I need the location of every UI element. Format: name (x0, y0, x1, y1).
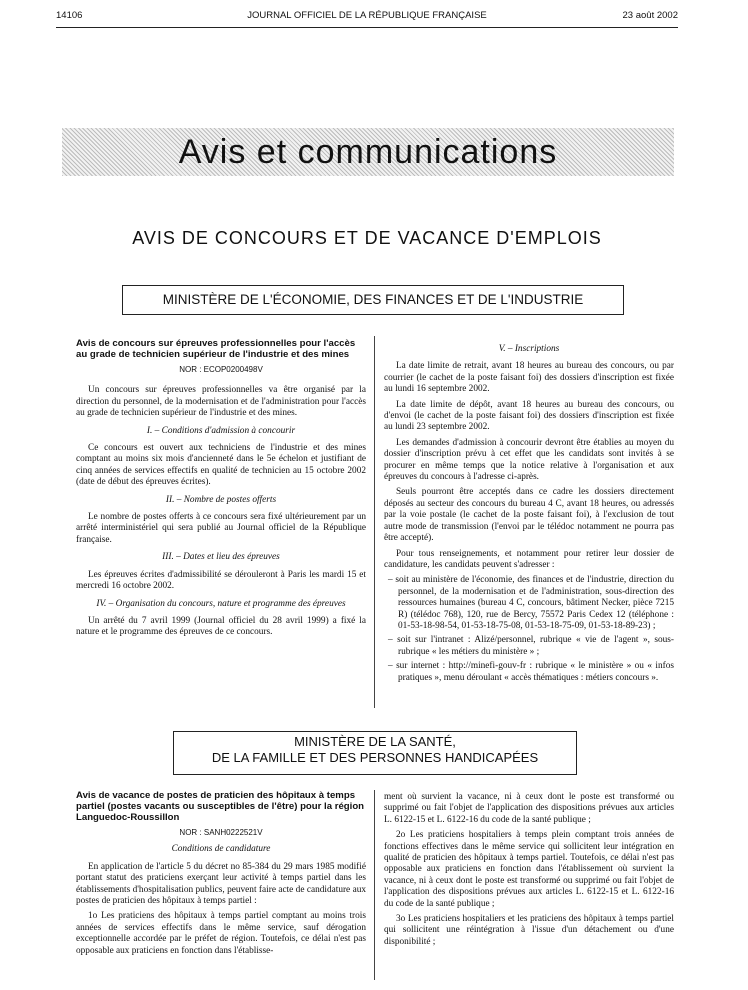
notice1-s4-title: IV. – Organisation du concours, nature et programme des épreuves (96, 598, 346, 609)
notice2-p1: En application de l'article 5 du décret no 85-384 du 29 mars 1985 modifié portant statut des praticiens exerçant leur activité à temps partiel dans les établissements d'hospitalisation publics, peuvent faire acte de candidature aux postes de praticien des hôpitaux à temps partiel : (76, 861, 366, 907)
notice2-p3: ment où survient la vacance, ni à ceux dont le poste est transformé ou supprimé ou fait l'objet de l'application des dispositions prévues aux articles L. 6122-15 et L. 6122-16 du code de la santé publique ; (384, 792, 674, 825)
page-header (56, 10, 678, 24)
banner-title: Avis et communications (178, 133, 558, 171)
notice1-title: Avis de concours sur épreuves professionnelles pour l'accès au grade de technicien supérieur de l'industrie et des mines (76, 338, 356, 360)
ministry2-line1: MINISTÈRE DE LA SANTÉ, (294, 734, 456, 749)
notice1-s5-title: V. – Inscriptions (498, 344, 560, 354)
column-divider-2 (374, 790, 375, 980)
issue-date: 23 août 2002 (622, 10, 678, 21)
contact-list (384, 575, 674, 684)
notice1-s5-p4: Seuls pourront être acceptés dans ce cadre les dossiers directement déposés au secteur des concours du bureau 4 C, avant 18 heures, ou adressés par la voie postale (le cachet de la poste faisant foi), à l'exclusion de tout autre mode de transmission (l'envoi par le télédoc notamment ne pourra pas être accepté). (384, 487, 674, 544)
notice2-p2: 1o Les praticiens des hôpitaux à temps partiel comptant au moins trois années de services effectifs dans le même service, sauf dérogation exceptionnelle accordée par le préfet de région. Toutefois, ce délai n'est pas opposable aux praticiens en fonction dans l'établisse- (76, 911, 366, 956)
contact-item: – soit au ministère de l'économie, des finances et de l'industrie, direction du personnel, de la modernisation et de l'administration, sous-direction des ressources humaines (bureau 4 C, concours, bâtiment Necker, pièce 7215 R) (télédoc 768), 120, rue de Bercy, 75572 Paris Cedex 12 (téléphone : 01-53-18-98-54, 01-53-18-75-08, 01-53-18-75-09, 01-53-18-89-23) ; (384, 575, 674, 632)
notice2-subtitle: Conditions de candidature (171, 844, 271, 855)
notice2-p5: 3o Les praticiens hospitaliers et les praticiens des hôpitaux à temps partiel qui sollicitent une réintégration à l'issue d'un détachement ou d'une disponibilité ; (384, 914, 674, 947)
notice1-left-column (76, 338, 366, 643)
notice2-nor: NOR : SANH0222521V (179, 828, 263, 837)
contact-item: – soit sur l'intranet : Alizé/personnel, rubrique « vie de l'agent », sous-rubrique « les métiers du ministère » ; (384, 635, 674, 658)
header-rule (56, 27, 678, 28)
notice1-s4-text: Un arrêté du 7 avril 1999 (Journal officiel du 28 avril 1999) a fixé la nature et le programme des épreuves de ce concours. (76, 615, 366, 638)
ministry-box-economy: MINISTÈRE DE L'ÉCONOMIE, DES FINANCES ET DE L'INDUSTRIE (122, 285, 624, 315)
notice2-right-column (384, 792, 674, 952)
notice2-title: Avis de vacance de postes de praticien des hôpitaux à temps partiel (postes vacants ou susceptibles de l'être) pour la région Languedoc-Roussillon (76, 790, 365, 823)
notice2-left-column (76, 790, 366, 961)
notice1-nor: NOR : ECOP0200498V (179, 365, 263, 374)
notice1-intro: Un concours sur épreuves professionnelles va être organisé par la direction du personnel, de la modernisation et de l'administration pour l'accès au grade de technicien supérieur de l'industrie et des mines. (76, 385, 366, 419)
notice1-right-column (384, 338, 674, 687)
notice1-s2-text: Le nombre de postes offerts à ce concours sera fixé ultérieurement par un arrêté interministériel qui sera publié au Journal officiel de la République française. (76, 512, 366, 545)
journal-title: JOURNAL OFFICIEL DE LA RÉPUBLIQUE FRANÇAISE (247, 10, 487, 21)
notice1-s5-p2: La date limite de dépôt, avant 18 heures au bureau des concours, ou d'envoi (le cachet de la poste faisant foi) des dossiers d'inscription est fixée au lundi 23 septembre 2002. (384, 399, 674, 433)
notice1-s2-title: II. – Nombre de postes offerts (165, 494, 277, 505)
notice1-s1-title: I. – Conditions d'admission à concourir (146, 425, 296, 436)
notice1-s3-title: III. – Dates et lieu des épreuves (162, 552, 280, 563)
contact-item: – sur internet : http://minefi-gouv-fr : rubrique « le ministère » ou « infos pratiques », menu déroulant « accès thématiques : métiers concours ». (384, 661, 674, 684)
notice1-s5-p5: Pour tous renseignements, et notamment pour retirer leur dossier de candidature, les candidats peuvent s'adresser : (384, 548, 674, 570)
ministry2-line2: DE LA FAMILLE ET DES PERSONNES HANDICAPÉES (211, 750, 539, 765)
notice1-s1-text: Ce concours est ouvert aux techniciens de l'industrie et des mines comptant au moins six mois d'ancienneté dans le 5e échelon et justifiant de cinq années de services effectifs en qualité de technicien au 15 octobre 2002 (date de début des épreuves écrites). (76, 443, 366, 488)
section-title: AVIS DE CONCOURS ET DE VACANCE D'EMPLOIS (132, 228, 602, 248)
notice2-p4: 2o Les praticiens hospitaliers à temps plein comptant trois années de fonctions effectives dans le même service qui sollicitent leur intégration en qualité de praticien des hôpitaux à temps partiel. Toutefois, ce délai n'est pas opposable aux praticiens en fonction dans l'établissement où survient la vacance, ni à ceux dont le poste est transformé ou supprimé ou fait l'objet de l'application des dispositions prévues aux articles L. 6122-15 et L. 6122-16 du code de la santé publique ; (384, 830, 674, 909)
notice1-s5-p1: La date limite de retrait, avant 18 heures au bureau des concours, ou par courrier (le cachet de la poste faisant foi) des dossiers d'inscription est fixée au lundi 16 septembre 2002. (384, 361, 674, 395)
notice1-s5-p3: Les demandes d'admission à concourir devront être établies au moyen du dossier d'inscription prévu à cet effet que les candidats sont invités à se procurer en même temps que la notice relative à l'organisation et aux épreuves du concours à l'adresse ci-après. (384, 437, 674, 483)
page-number: 14106 (56, 10, 83, 21)
notice1-s3-text: Les épreuves écrites d'admissibilité se dérouleront à Paris les mardi 15 et mercredi 16 octobre 2002. (76, 569, 366, 592)
column-divider (374, 336, 375, 708)
ministry-box-health (173, 731, 577, 775)
